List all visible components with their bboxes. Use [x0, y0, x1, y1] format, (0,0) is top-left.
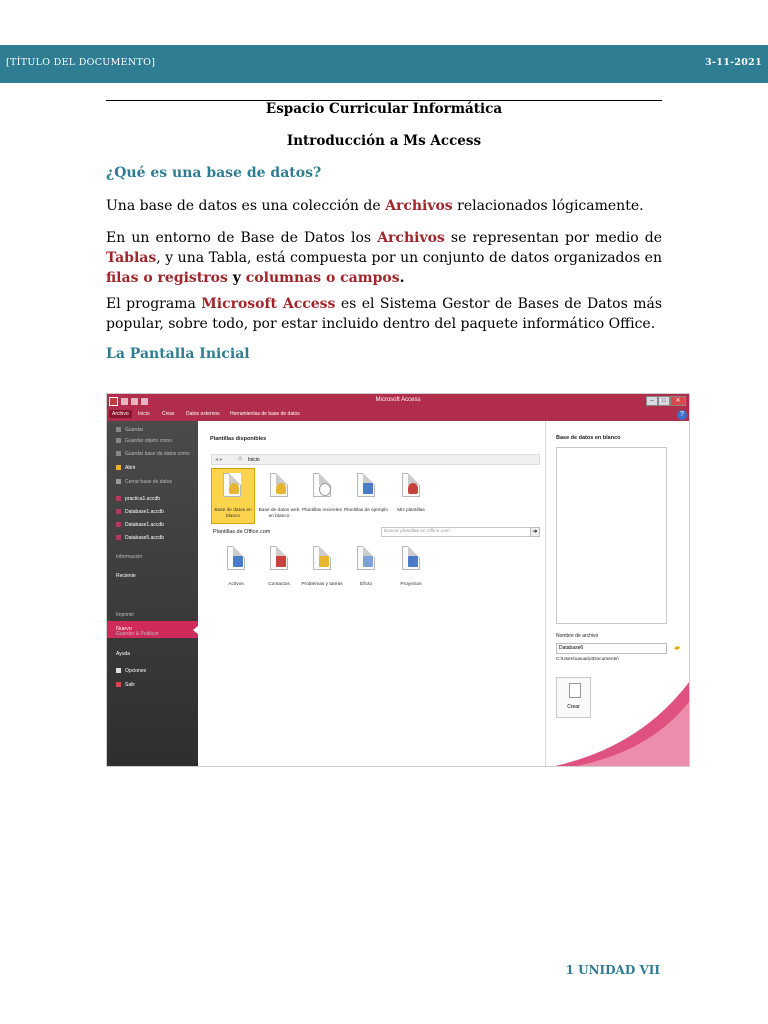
panel-title: Base de datos en blanco — [556, 435, 621, 441]
minimize-icon[interactable]: – — [646, 396, 658, 406]
web-db-icon — [270, 473, 288, 497]
sidebar-item-guardar-publicar[interactable]: Guardar & Publicar — [116, 631, 159, 637]
events-icon — [357, 546, 375, 570]
window-title: Microsoft Access — [375, 397, 421, 403]
recent-file[interactable]: Database5.accdb — [116, 535, 164, 541]
available-templates-label: Plantillas disponibles — [210, 436, 267, 442]
issues-icon — [313, 546, 331, 570]
sidebar-item-opciones[interactable]: Opciones — [116, 668, 146, 674]
recent-file[interactable]: Database1.accdb — [116, 522, 164, 528]
template-caption[interactable]: Base de datos en blanco — [214, 508, 252, 519]
file-name-label: Nombre de archivo — [556, 633, 599, 639]
section-heading-database: ¿Qué es una base de datos? — [106, 165, 322, 181]
close-icon[interactable]: ✕ — [670, 396, 686, 406]
subject-title: Espacio Curricular Informática — [265, 101, 503, 117]
header-band — [0, 45, 768, 83]
office-templates-label: Plantillas de Office.com — [213, 529, 271, 535]
breadcrumb-inicio[interactable]: Inicio — [248, 457, 260, 463]
blank-db-preview — [556, 447, 667, 624]
maximize-icon[interactable]: □ — [658, 396, 670, 406]
paragraph-1: Una base de datos es una colección de Archivos relacionados lógicamente. — [106, 198, 644, 214]
tab-crear[interactable]: Crear — [162, 411, 175, 417]
my-templates-icon — [402, 473, 420, 497]
title-bar — [107, 394, 689, 409]
file-path: C:\Users\usuario\Documents\ — [556, 657, 619, 662]
page-footer: 1 UNIDAD VII — [565, 963, 660, 977]
assets-icon — [227, 546, 245, 570]
sample-templates-icon — [357, 473, 375, 497]
sidebar-item-reciente[interactable]: Reciente — [116, 573, 136, 579]
template-caption[interactable]: Activos — [228, 582, 244, 587]
sidebar-item-cerrar[interactable]: Cerrar base de datos — [116, 479, 172, 485]
search-go-icon[interactable]: ➜ — [530, 527, 540, 537]
tab-herramientas[interactable]: Herramientas de base de datos — [230, 411, 300, 417]
sidebar-item-salir[interactable]: Salir — [116, 682, 135, 688]
template-nav-bar — [211, 454, 540, 465]
tab-archivo[interactable]: Archivo — [109, 410, 132, 418]
back-icon[interactable]: ◂ ▸ — [215, 457, 223, 463]
template-caption[interactable]: Problemas y tareas — [301, 582, 343, 587]
page-title: Introducción a Ms Access — [286, 133, 482, 149]
document-title: [TÍTULO DEL DOCUMENTO] — [6, 57, 156, 68]
blank-db-panel — [545, 421, 690, 767]
decorative-swoosh — [546, 678, 690, 767]
paragraph-2: En un entorno de Base de Datos los Archivos se representan por medio de Tablas, y una Tabla, está compuesta por un conjunto de datos organizados en filas o registros y columnas o campos. — [106, 230, 663, 286]
clock-icon — [313, 473, 331, 497]
section-heading-initial-screen: La Pantalla Inicial — [106, 346, 250, 362]
home-icon[interactable]: ⌂ — [238, 455, 243, 462]
template-caption[interactable]: Eficto — [360, 582, 372, 587]
help-icon[interactable]: ? — [677, 410, 687, 420]
create-button[interactable]: Crear — [556, 677, 591, 718]
template-caption[interactable]: Proyectos — [400, 582, 422, 587]
tab-inicio[interactable]: Inicio — [138, 411, 150, 417]
recent-file[interactable]: Database1.accdb — [116, 509, 164, 515]
ribbon-tabs — [107, 409, 689, 421]
file-name-field[interactable]: Database6 — [556, 643, 667, 654]
contacts-icon — [270, 546, 288, 570]
blank-db-icon — [223, 473, 241, 497]
projects-icon — [402, 546, 420, 570]
template-caption[interactable]: Mis plantillas — [397, 508, 425, 513]
recent-file[interactable]: practica1.accdb — [116, 496, 160, 502]
template-caption[interactable]: Plantillas de ejemplo — [344, 508, 388, 513]
template-search-input[interactable]: Buscar plantillas en Office.com — [381, 527, 531, 537]
sidebar-item-informacion[interactable]: Información — [116, 554, 143, 560]
template-caption[interactable]: Contactos — [268, 582, 290, 587]
sidebar-item-guardar[interactable]: Guardar — [116, 427, 143, 433]
sidebar-item-nuevo[interactable]: Nuevo — [107, 621, 198, 638]
paragraph-3: El programa Microsoft Access es el Sistema Gestor de Bases de Datos más popular, sobre todo, por estar incluido dentro del paquete informático Office. — [106, 296, 663, 332]
access-screenshot — [106, 393, 690, 767]
sidebar-item-guardar-bd[interactable]: Guardar base de datos como — [116, 451, 190, 457]
tab-datos-externos[interactable]: Datos externos — [186, 411, 220, 417]
sidebar-item-imprimir[interactable]: Imprimir — [116, 612, 135, 618]
sidebar-item-guardar-objeto[interactable]: Guardar objeto como — [116, 438, 172, 444]
sidebar-item-ayuda[interactable]: Ayuda — [116, 651, 131, 657]
sidebar-item-abrir[interactable]: Abrir — [116, 465, 136, 471]
backstage-sidebar — [107, 421, 198, 767]
template-caption[interactable]: Plantillas recientes — [302, 508, 342, 513]
template-caption[interactable]: Base de datos web en blanco — [258, 508, 300, 519]
browse-folder-icon[interactable]: ▰ — [674, 643, 681, 652]
document-date: 3-11-2021 — [705, 57, 762, 68]
